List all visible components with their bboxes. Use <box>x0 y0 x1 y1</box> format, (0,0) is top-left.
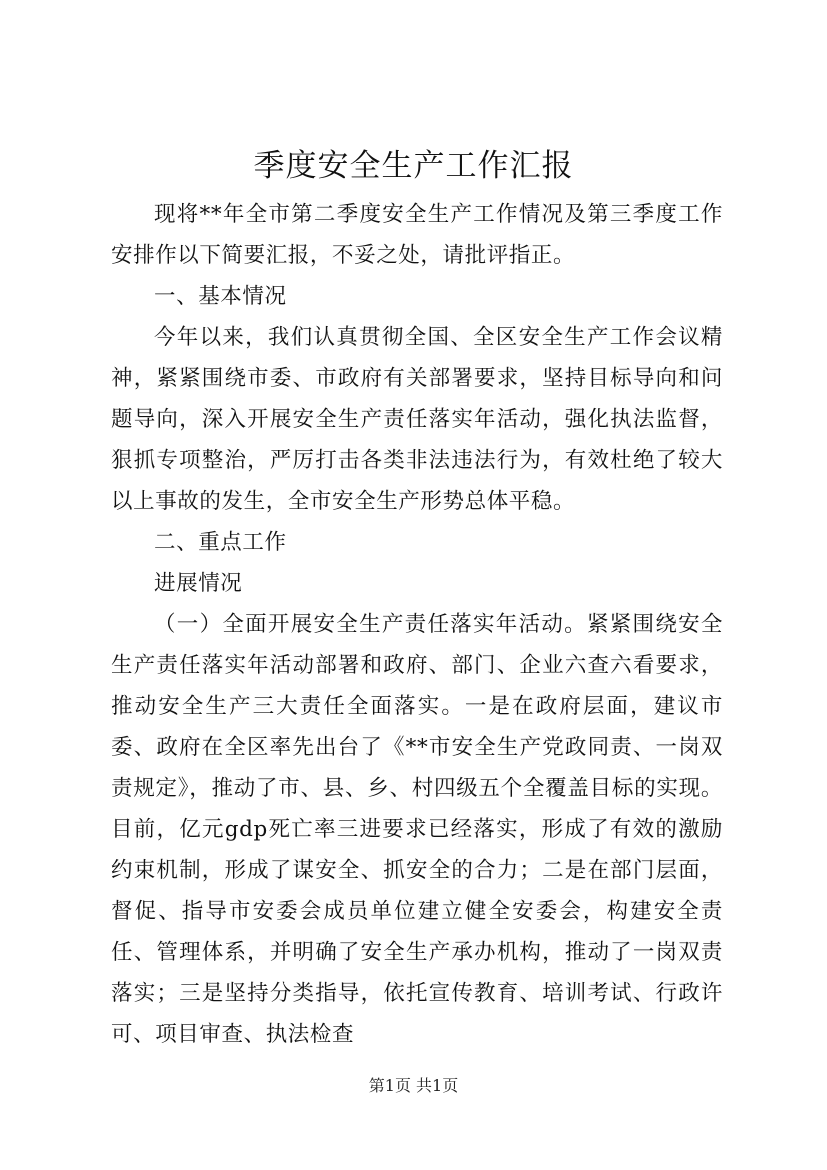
document-title: 季度安全生产工作汇报 <box>253 148 574 184</box>
section-heading-basic: 一、基本情况 <box>154 284 287 309</box>
key-work-item-1-paragraph: （一）全面开展安全生产责任落实年活动。紧紧围绕安全生产责任落实年活动部署和政府、部门、企业六查六看要求，推动安全生产三大责任全面落实。一是在政府层面，建议市委、政府在全区率先出台了《**市安全生产党政同责、一岗双责规定》，推动了市、县、乡、村四级五个全覆盖目标的实现。目前，亿元gdp死亡率三进要求已经落实，形成了有效的激励约束机制，形成了谋安全、抓安全的合力；二是在部门层面，督促、指导市安委会成员单位建立健全安委会，构建安全责任、管理体系，并明确了安全生产承办机构，推动了一岗双责落实；三是坚持分类指导，依托宣传教育、培训考试、行政许可、项目审查、执法检查 <box>111 612 723 1047</box>
basic-situation-paragraph: 今年以来，我们认真贯彻全国、全区安全生产工作会议精神，紧紧围绕市委、市政府有关部署要求，坚持目标导向和问题导向，深入开展安全生产责任落实年活动，强化执法监督，狠抓专项整治，严厉打击各类非法违法行为，有效杜绝了较大以上事故的发生，全市安全生产形势总体平稳。 <box>111 325 723 514</box>
subheading-progress: 进展情况 <box>154 571 243 596</box>
document-body <box>111 194 723 1055</box>
intro-paragraph: 现将**年全市第二季度安全生产工作情况及第三季度工作安排作以下简要汇报，不妥之处，请批评指正。 <box>111 202 723 268</box>
page-footer: 第1页 共1页 <box>368 1076 459 1095</box>
section-heading-key-work: 二、重点工作 <box>154 530 287 555</box>
